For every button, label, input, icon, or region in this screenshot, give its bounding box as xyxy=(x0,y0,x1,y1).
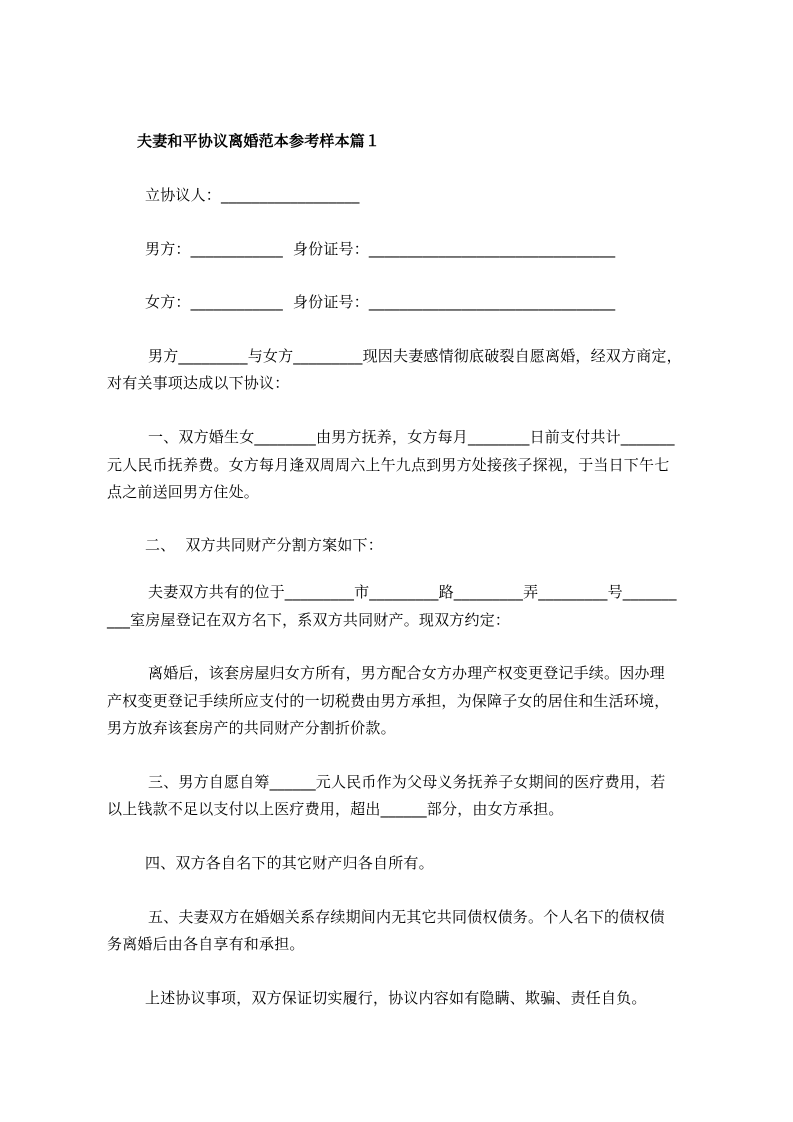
divorce-property-line: 离婚后，该套房屋归女方所有，男方配合女方办理产权变更登记手续。因办理 xyxy=(148,664,665,682)
clause-1-line: 元人民币抚养费。女方每月逢双周周六上午九点到男方处接孩子探视，于当日下午七 xyxy=(107,456,670,474)
document-title: 夫妻和平协议离婚范本参考样本篇１ xyxy=(137,132,381,150)
clause-4-line: 四、双方各自名下的其它财产归各自所有。 xyxy=(145,854,434,872)
male-party-line: 男方：____________ 身份证号：________________________________ xyxy=(145,240,616,258)
clause-1-line: 一、双方婚生女________由男方抚养，女方每月________日前支付共计_______ xyxy=(148,428,675,446)
closing-line: 上述协议事项，双方保证切实履行，协议内容如有隐瞒、欺骗、责任自负。 xyxy=(145,989,647,1007)
intro-line: 男方_________与女方_________现因夫妻感情彻底破裂自愿离婚，经双方商定， xyxy=(148,347,682,365)
clause-3-line: 以上钱款不足以支付以上医疗费用，超出______部分，由女方承担。 xyxy=(107,800,564,818)
female-party-line: 女方：____________ 身份证号：________________________________ xyxy=(145,293,616,311)
clause-5-line: 五、夫妻双方在婚姻关系存续期间内无其它共同债权债务。个人名下的债权债 xyxy=(148,908,665,926)
divorce-property-line: 产权变更登记手续所应支付的一切税费由男方承担，为保障子女的居住和生活环境， xyxy=(107,692,670,710)
intro-line: 对有关事项达成以下协议： xyxy=(107,374,290,392)
clause-1-line: 点之前送回男方住处。 xyxy=(107,483,260,501)
property-line: ___室房屋登记在双方名下，系双方共同财产。现双方约定： xyxy=(107,611,511,629)
clause-3-line: 三、男方自愿自筹______元人民币作为父母义务抚养子女期间的医疗费用，若 xyxy=(148,773,666,791)
signatory-line: 立协议人：__________________ xyxy=(145,186,360,204)
divorce-property-line: 男方放弃该套房产的共同财产分割折价款。 xyxy=(107,719,396,737)
clause-5-line: 务离婚后由各自享有和承担。 xyxy=(107,935,305,953)
clause-2-heading: 二、 双方共同财产分割方案如下： xyxy=(145,536,383,554)
property-line: 夫妻双方共有的位于_________市_________路_________弄_________号_______ xyxy=(148,583,677,601)
